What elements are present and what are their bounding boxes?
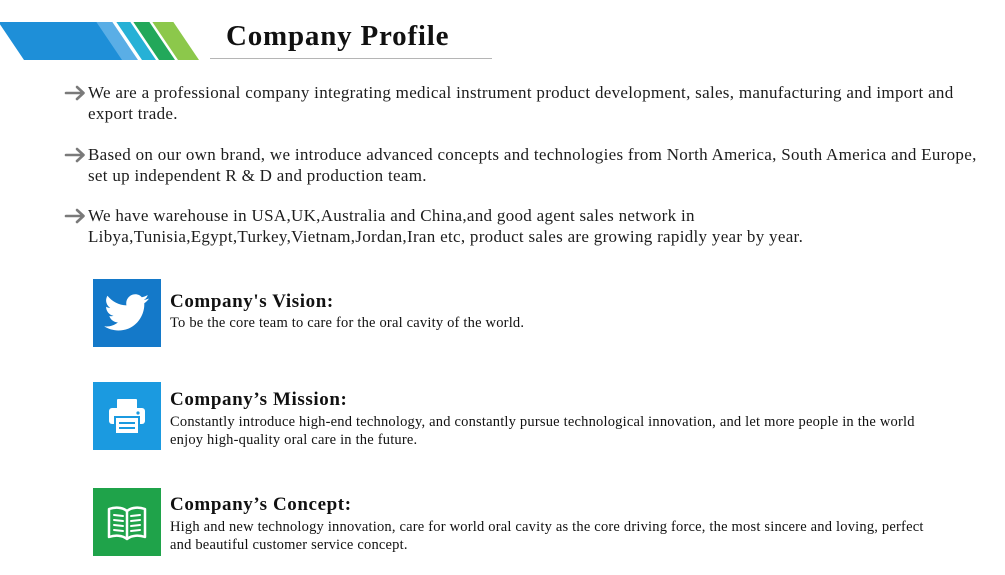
title-underline bbox=[210, 58, 492, 59]
feature-description: To be the core team to care for the oral cavity of the world. bbox=[170, 315, 525, 331]
feature-concept bbox=[93, 488, 973, 558]
twitter-bird-icon bbox=[93, 279, 161, 347]
intro-paragraph bbox=[64, 82, 994, 124]
feature-heading: Company's Vision: bbox=[170, 291, 334, 312]
printer-icon bbox=[93, 382, 161, 450]
feature-heading: Company’s Concept: bbox=[170, 494, 352, 515]
intro-paragraph bbox=[64, 205, 994, 247]
arrow-right-icon bbox=[64, 82, 88, 103]
page-title: Company Profile bbox=[226, 20, 450, 52]
open-book-icon bbox=[93, 488, 161, 556]
intro-text: We have warehouse in USA,UK,Australia and China,and good agent sales network in Libya,Tunisia,Egypt,Turkey,Vietnam,Jordan,Iran etc, product sales are growing rapidly year by year. bbox=[88, 206, 804, 246]
intro-paragraph bbox=[64, 144, 994, 186]
section-header bbox=[0, 18, 500, 62]
feature-mission bbox=[93, 382, 973, 452]
feature-description: High and new technology innovation, care for world oral cavity as the core driving force, the most sincere and loving, perfect and beautiful customer service concept. bbox=[170, 519, 924, 553]
feature-description: Constantly introduce high-end technology, and constantly pursue technological innovation, and let more people in the world enjoy high-quality oral care in the future. bbox=[170, 414, 915, 448]
feature-heading: Company’s Mission: bbox=[170, 389, 348, 410]
arrow-right-icon bbox=[64, 144, 88, 165]
intro-text: We are a professional company integrating medical instrument product development, sales, manufacturing and import and export trade. bbox=[88, 83, 954, 123]
intro-text: Based on our own brand, we introduce advanced concepts and technologies from North America, South America and Europe, set up independent R & D and production team. bbox=[88, 145, 977, 185]
arrow-right-icon bbox=[64, 205, 88, 226]
feature-vision bbox=[93, 279, 973, 349]
